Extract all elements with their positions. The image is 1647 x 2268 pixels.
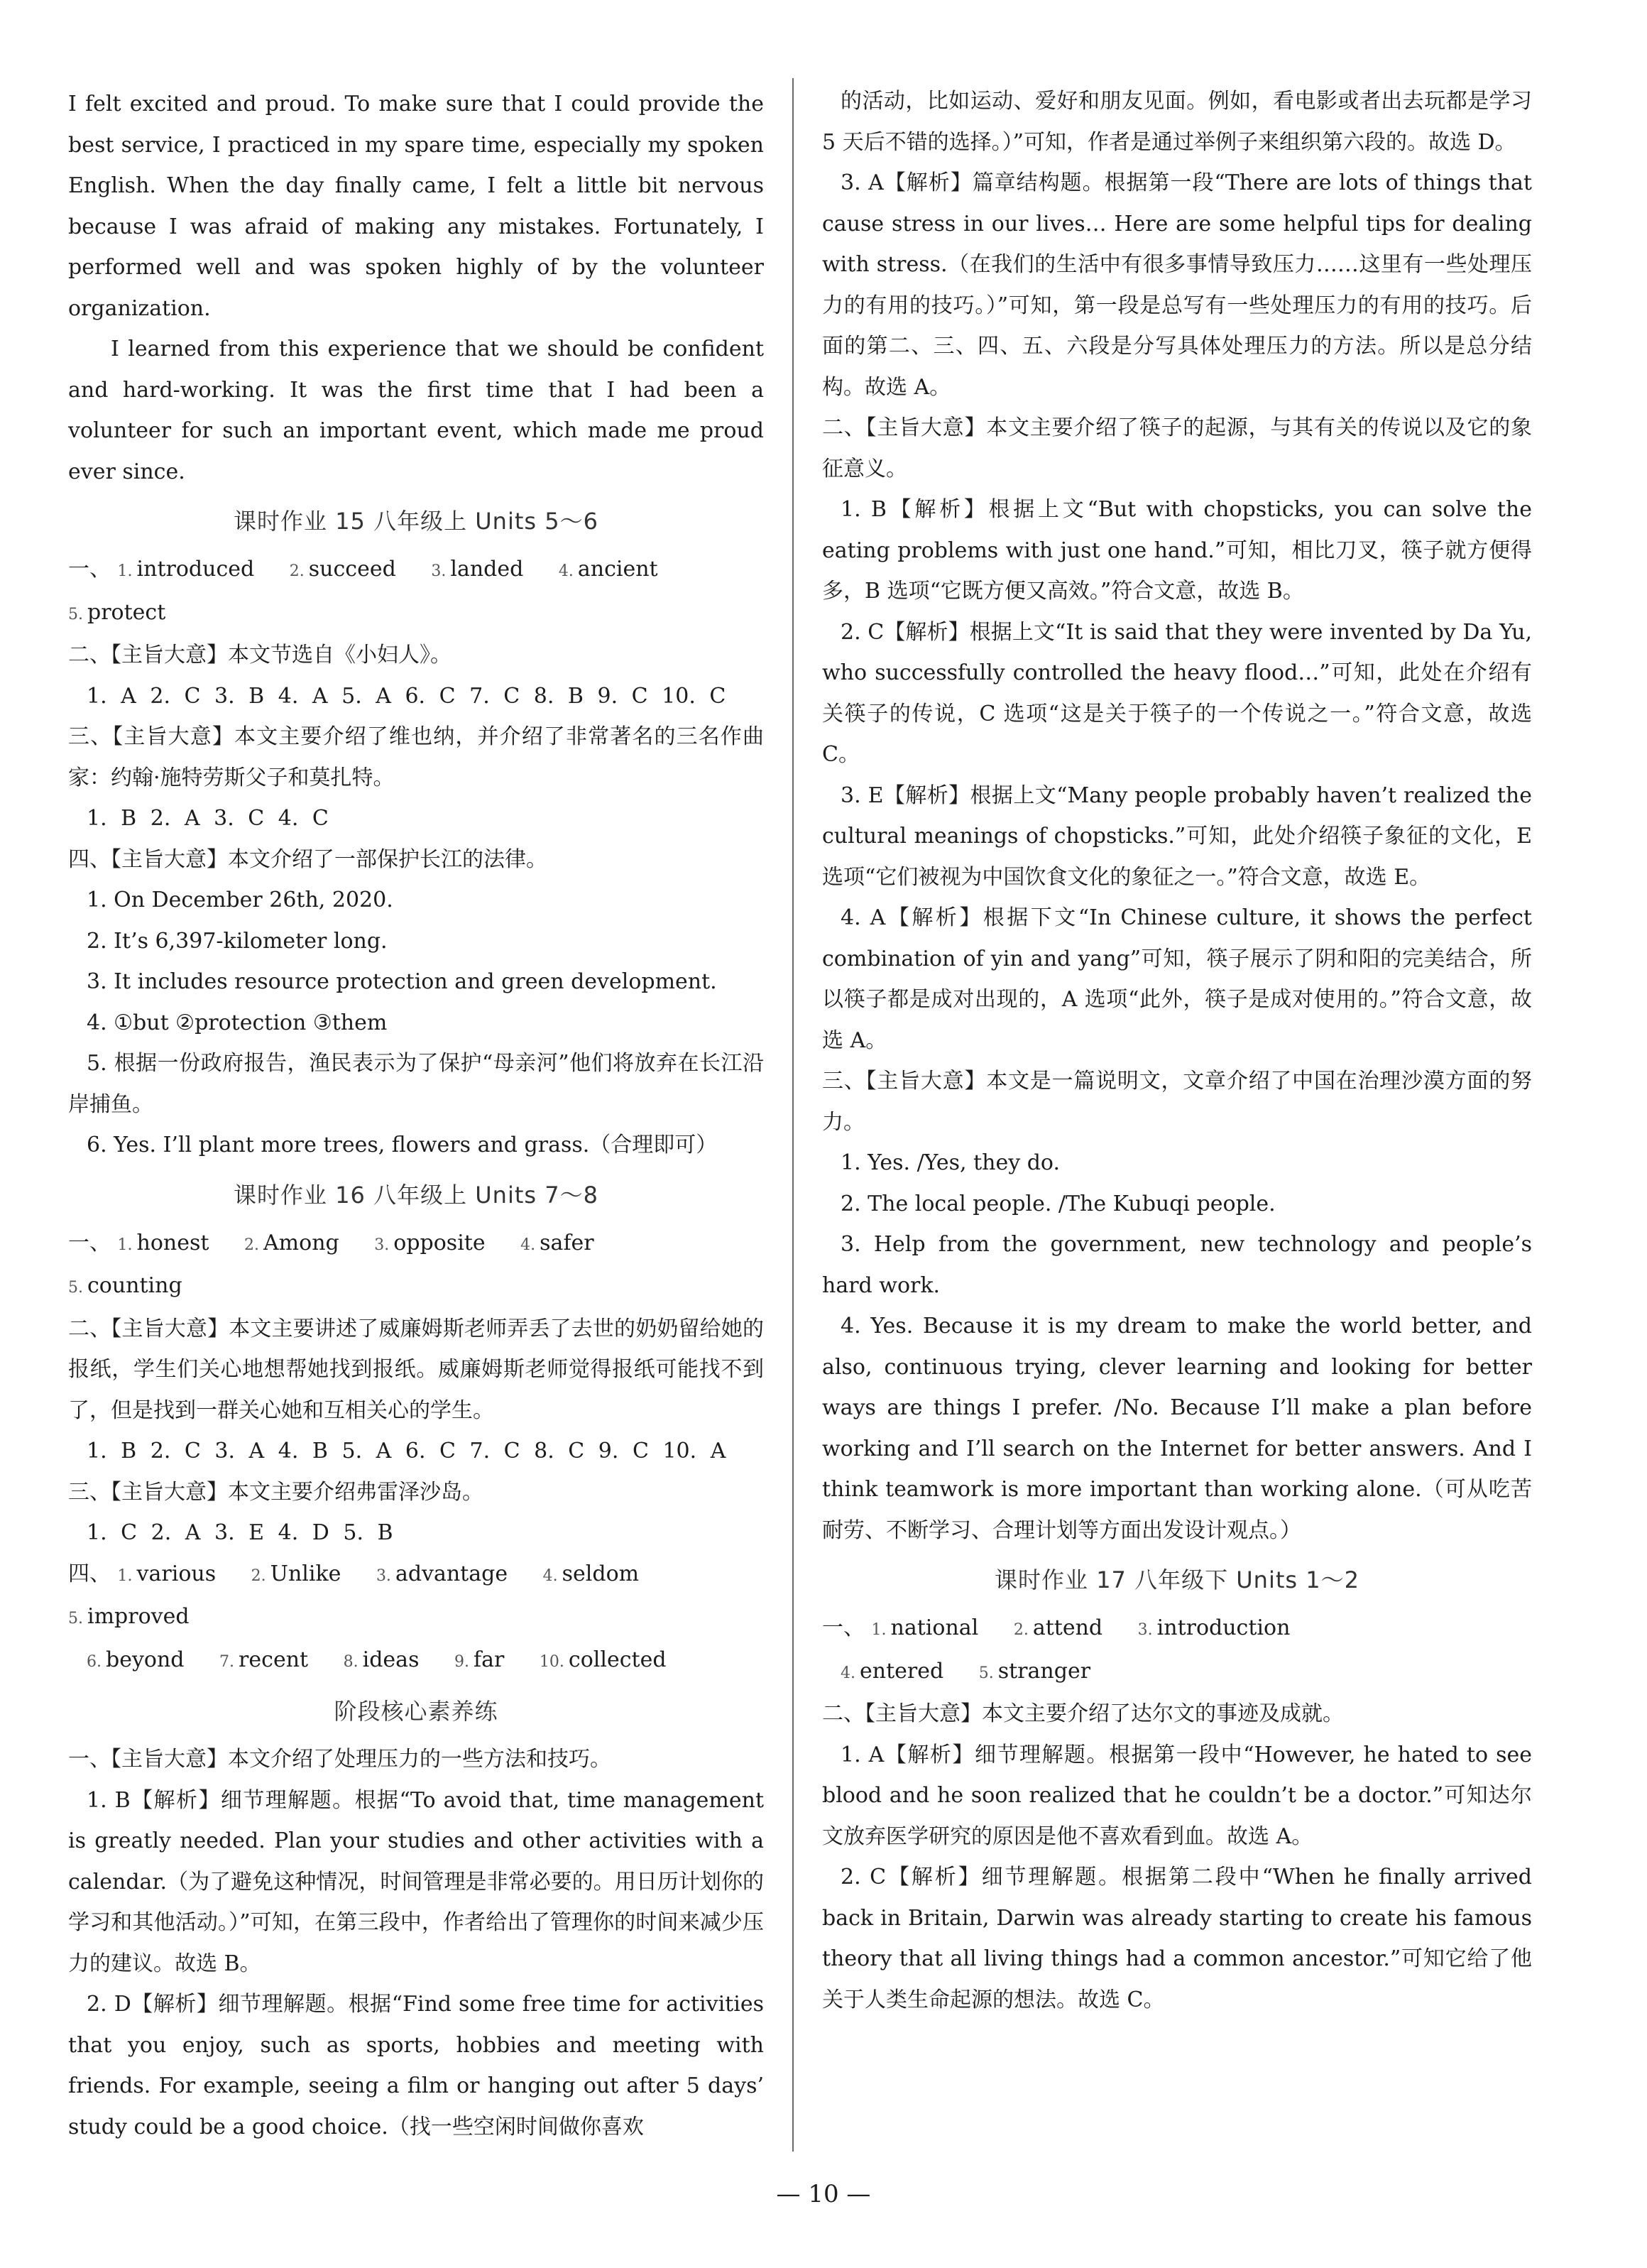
answer-item: 4. Yes. Because it is my dream to make the world better, and also, continuous trying, clever learning and looking for better ways are things I prefer. /No. Because I’ll make a plan before working and I’ll search on the Internet for better answers. And I think teamwork is more important than working alone.（可从吃苦耐劳、不断学习、合理计划等方面出发设计观点。） — [822, 1314, 1532, 1543]
answer-explanation: 1. B【解析】根据上文“But with chopsticks, you can solve the eating problems with just one hand.”可知，相比刀叉，筷子就方便得多，B 选项“它既方便又高效。”符合文意，故选 B。 — [822, 497, 1532, 604]
page-number: — 10 — — [776, 2180, 871, 2208]
answer-item: 6. Yes. I’ll plant more trees, flowers and grass.（合理即可） — [87, 1133, 718, 1157]
section-summary: 三、【主旨大意】本文是一篇说明文，文章介绍了中国在治理沙漠方面的努力。 — [822, 1069, 1532, 1135]
section-heading: 课时作业 16 八年级上 Units 7～8 — [234, 1181, 598, 1209]
answer-row: 1. C 2. A 3. E 4. D 5. B — [87, 1520, 393, 1545]
section-heading: 阶段核心素养练 — [334, 1698, 498, 1725]
left-column — [68, 84, 764, 2147]
answer-row: 一、 1. national 2. attend 3. introduction — [822, 1615, 1291, 1640]
section-summary: 二、【主旨大意】本文主要介绍了达尔文的事迹及成就。 — [822, 1701, 1344, 1726]
essay-paragraph: I felt excited and proud. To make sure that I could provide the best service, I practiced in my spare time, especially my spoken English. When the day finally came, I felt a little bit nervous because I was afraid of making any mistakes. Fortunately, I performed well and was spoken highly of by the volunteer organization. — [68, 92, 764, 321]
right-column — [822, 81, 1532, 2020]
answer-explanation: 4. A【解析】根据下文“In Chinese culture, it shows the perfect combination of yin and yang”可知，筷子展示了阴和阳的完美结合，所以筷子都是成对出现的，A 选项“此外，筷子是成对使用的。”符合文意，故选 A。 — [822, 905, 1532, 1053]
answer-row: 1. B 2. A 3. C 4. C — [87, 806, 329, 831]
section-summary: 三、【主旨大意】本文主要介绍了维也纳，并介绍了非常著名的三名作曲家：约翰·施特劳斯父子和莫扎特。 — [68, 724, 764, 790]
answer-explanation: 的活动，比如运动、爱好和朋友见面。例如，看电影或者出去玩都是学习 5 天后不错的选择。）”可知，作者是通过举例子来组织第六段的。故选 D。 — [822, 89, 1532, 155]
answer-explanation: 3. E【解析】根据上文“Many people probably haven’t realized the cultural meanings of chopsticks.”可知，此处介绍筷子象征的文化，E 选项“它们被视为中国饮食文化的象征之一。”符合文意，故选 E。 — [822, 783, 1532, 890]
answer-item: 3. It includes resource protection and green development. — [87, 969, 717, 994]
essay-paragraph: I learned from this experience that we should be confident and hard-working. It was the first time that I had been a volunteer for such an important event, which made me proud ever since. — [68, 337, 764, 484]
answer-explanation: 3. A【解析】篇章结构题。根据第一段“There are lots of things that cause stress in our lives… Here are some helpful tips for dealing with stress.（在我们的生活中有很多事情导致压力……这里有一些处理压力的有用的技巧。）”可知，第一段是总写有一些处理压力的有用的技巧。后面的第二、三、四、五、六段是分写具体处理压力的方法。所以是总分结构。故选 A。 — [822, 170, 1532, 400]
answer-row: 一、 1. honest 2. Among 3. opposite 4. safer 5. counting — [68, 1230, 594, 1298]
answer-explanation: 2. D【解析】细节理解题。根据“Find some free time for activities that you enjoy, such as sports, hobbies and meeting with friends. For example, seeing a film or hanging out after 5 days’ study could be a good choice.（找一些空闲时间做你喜欢 — [68, 1992, 764, 2139]
section-summary: 三、【主旨大意】本文主要介绍弗雷泽沙岛。 — [68, 1479, 483, 1505]
answer-item: 2. The local people. /The Kubuqi people. — [841, 1191, 1276, 1216]
section-heading: 课时作业 17 八年级下 Units 1～2 — [995, 1566, 1359, 1593]
section-summary: 四、【主旨大意】本文介绍了一部保护长江的法律。 — [68, 846, 547, 872]
answer-row: 4. entered 5. stranger — [841, 1658, 1091, 1684]
answer-row: 1. A 2. C 3. B 4. A 5. A 6. C 7. C 8. B 9. C 10. C — [87, 683, 726, 709]
section-summary: 二、【主旨大意】本文节选自《小妇人》。 — [68, 643, 452, 667]
answer-item: 1. Yes. /Yes, they do. — [841, 1150, 1060, 1175]
section-summary: 二、【主旨大意】本文主要讲述了威廉姆斯老师弄丢了去世的奶奶留给她的报纸，学生们关心地想帮她找到报纸。威廉姆斯老师觉得报纸可能找不到了，但是找到一群关心她和互相关心的学生。 — [68, 1316, 764, 1423]
answer-explanation: 2. C【解析】根据上文“It is said that they were invented by Da Yu, who successfully controlled the heavy flood…”可知，此处在介绍有关筷子的传说，C 选项“这是关于筷子的一个传说之一。”符合文意，故选 C。 — [822, 619, 1532, 767]
answer-item: 5. 根据一份政府报告，渔民表示为了保护“母亲河”他们将放弃在长江沿岸捕鱼。 — [68, 1051, 764, 1117]
answer-explanation: 2. C【解析】细节理解题。根据第二段中“When he finally arrived back in Britain, Darwin was already starting to create his famous theory that all living things had a common ancestor.”可知它给了他关于人类生命起源的想法。故选 C。 — [822, 1865, 1532, 2012]
section-summary: 二、【主旨大意】本文主要介绍了筷子的起源，与其有关的传说以及它的象征意义。 — [822, 415, 1532, 481]
answer-item: 1. On December 26th, 2020. — [87, 888, 393, 912]
answer-item: 4. ①but ②protection ③them — [87, 1010, 388, 1035]
section-summary: 一、【主旨大意】本文介绍了处理压力的一些方法和技巧。 — [68, 1747, 611, 1772]
answer-row: 四、 1. various 2. Unlike 3. advantage 4. seldom 5. improved — [68, 1561, 640, 1629]
answer-explanation: 1. B【解析】细节理解题。根据“To avoid that, time management is greatly needed. Plan your studies and other activities with a calendar.（为了避免这种情况，时间管理是非常必要的。用日历计划你的学习和其他活动。）”可知，在第三段中，作者给出了管理你的时间来减少压力的建议。故选 B。 — [68, 1787, 764, 1976]
answer-row: 一、 1. introduced 2. succeed 3. landed 4. ancient 5. protect — [68, 557, 658, 625]
answer-explanation: 1. A【解析】细节理解题。根据第一段中“However, he hated to see blood and he soon realized that he couldn’t be a doctor.”可知达尔文放弃医学研究的原因是他不喜欢看到血。故选 A。 — [822, 1742, 1532, 1849]
answer-row: 1. B 2. C 3. A 4. B 5. A 6. C 7. C 8. C 9. C 10. A — [87, 1439, 726, 1463]
answer-row: 6. beyond 7. recent 8. ideas 9. far 10. collected — [87, 1647, 667, 1672]
answer-item: 3. Help from the government, new technology and people’s hard work. — [822, 1232, 1532, 1298]
column-divider — [792, 78, 794, 2152]
section-heading: 课时作业 15 八年级上 Units 5～6 — [234, 508, 598, 535]
answer-item: 2. It’s 6,397-kilometer long. — [87, 928, 388, 954]
